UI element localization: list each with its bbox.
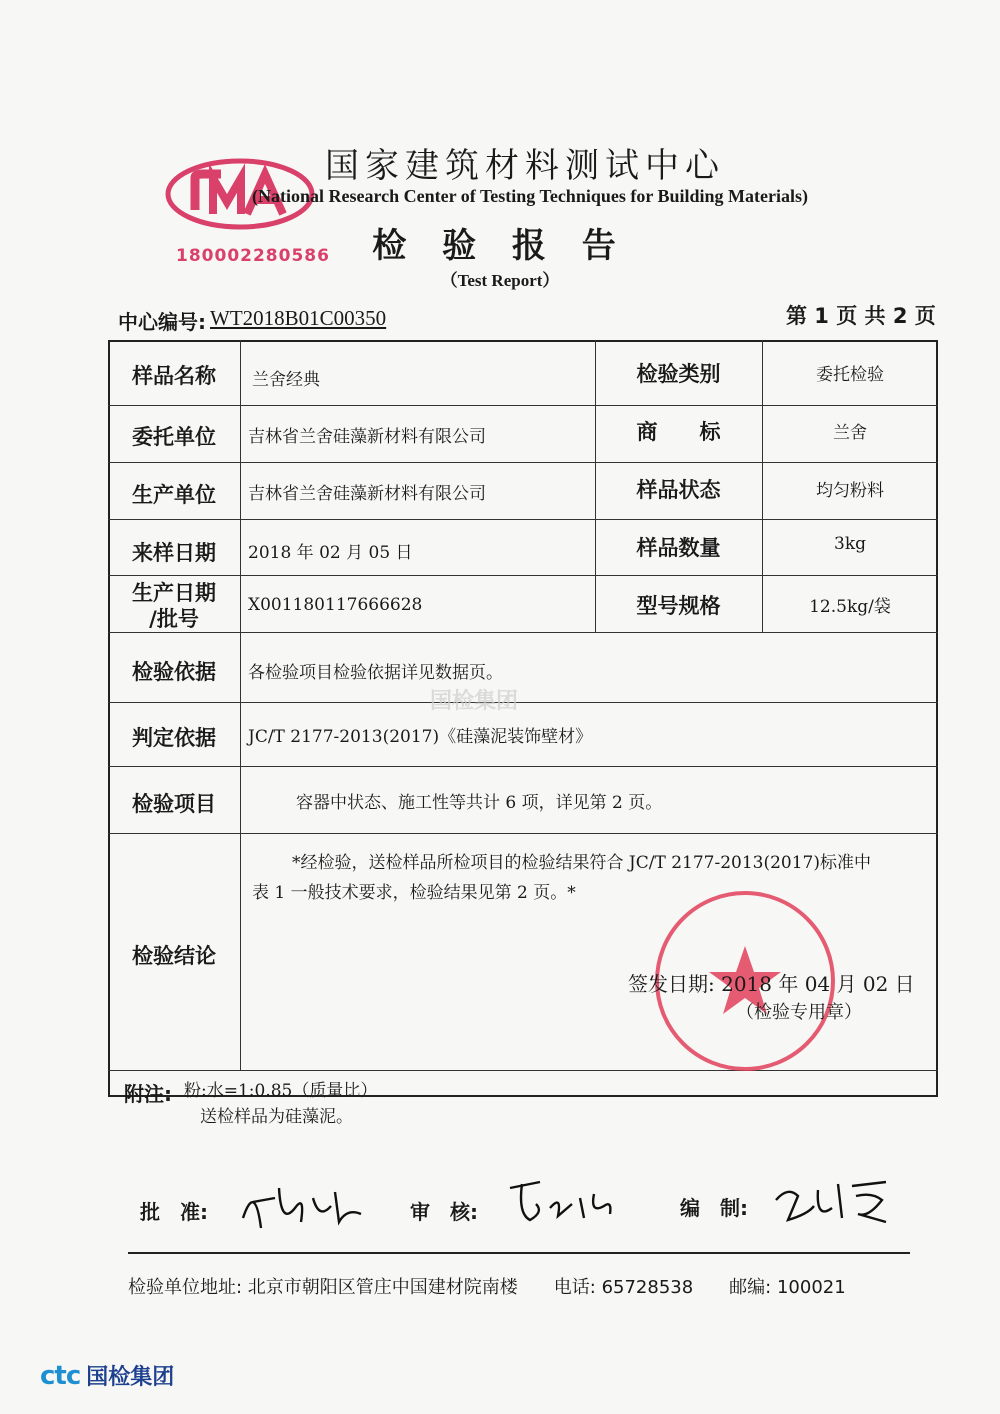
lab-address: 检验单位地址: 北京市朝阳区管庄中国建材院南楼 电话: 65728538 邮编: 100021: [128, 1277, 846, 1298]
row-divider: [108, 702, 938, 703]
client-label: 委托单位: [132, 425, 216, 449]
row-divider: [108, 462, 938, 463]
conclusion-label: 检验结论: [132, 944, 216, 968]
basis-value: 各检验项目检验依据详见数据页。: [248, 663, 503, 683]
inspection-type-label: 检验类别: [636, 362, 721, 386]
col-divider: [240, 340, 241, 1070]
ctc-logo-mark: ctc: [40, 1361, 81, 1391]
review-signature-icon: [500, 1174, 630, 1230]
producer-value: 吉林省兰舍硅藻新材料有限公司: [248, 484, 486, 504]
row-divider: [108, 519, 938, 520]
basis-label: 检验依据: [132, 660, 216, 684]
conclusion-line-1: *经检验，送检样品所检项目的检验结果符合 JC/T 2177-2013(2017)标准中: [292, 853, 871, 873]
page-info: 第 1 页 共 2 页: [786, 304, 936, 328]
model-label: 型号规格: [636, 594, 721, 618]
row-divider: [108, 766, 938, 767]
note-label: 附注:: [124, 1082, 172, 1106]
judgement-label: 判定依据: [132, 726, 216, 750]
model-value: 12.5kg/袋: [809, 597, 891, 617]
center-number-value: WT2018B01C00350: [210, 306, 387, 330]
report-title: 检 验 报 告: [372, 226, 628, 266]
review-label: 审 核:: [410, 1200, 478, 1224]
approve-signature-icon: [235, 1178, 375, 1234]
issue-date: 签发日期: 2018 年 04 月 02 日: [628, 972, 915, 996]
watermark: 国检集团: [430, 689, 519, 714]
row-divider: [108, 405, 938, 406]
ctc-logo-text: 国检集团: [86, 1365, 175, 1390]
items-value: 容器中状态、施工性等共计 6 项，详见第 2 页。: [296, 793, 663, 813]
row-divider: [108, 632, 938, 633]
trademark-label: 商 标: [636, 420, 721, 444]
note-text: [184, 1078, 377, 1130]
note-line-2: 送检样品为硅藻泥。: [200, 1107, 353, 1127]
client-value: 吉林省兰舍硅藻新材料有限公司: [248, 427, 486, 447]
center-name-cn: 国家建筑材料测试中心: [325, 146, 725, 186]
row-divider: [108, 833, 938, 834]
production-date-label-line1: 生产日期: [132, 581, 216, 605]
trademark-value: 兰舍: [833, 423, 867, 443]
sample-qty-value: 3kg: [834, 534, 866, 554]
sample-qty-label: 样品数量: [636, 536, 721, 560]
sample-state-value: 均匀粉料: [816, 481, 884, 501]
producer-label: 生产单位: [132, 483, 216, 507]
seal-note: （检验专用章）: [736, 1002, 862, 1023]
center-number: [118, 306, 387, 335]
report-title-en: （Test Report）: [440, 271, 560, 290]
row-divider: [108, 575, 938, 576]
note-line-1: 粉:水=1:0.85（质量比）: [184, 1081, 378, 1101]
production-date-label: [108, 580, 240, 632]
approve-label: 批 准:: [140, 1200, 208, 1224]
items-label: 检验项目: [132, 792, 216, 816]
footer-divider: [128, 1252, 910, 1254]
ctc-logo: [40, 1360, 174, 1391]
sample-state-label: 样品状态: [636, 478, 721, 502]
arrival-date-value: 2018 年 02 月 05 日: [248, 543, 413, 563]
compile-label: 编 制:: [680, 1196, 748, 1220]
production-date-label-line2: /批号: [149, 607, 199, 631]
cma-number: 180002280586: [176, 246, 330, 266]
center-number-label: 中心编号:: [118, 310, 206, 334]
inspection-type-value: 委托检验: [816, 365, 884, 385]
sample-name-value: 兰舍经典: [252, 370, 320, 390]
compile-signature-icon: [768, 1170, 898, 1230]
judgement-value: JC/T 2177-2013(2017)《硅藻泥装饰壁材》: [248, 727, 593, 747]
arrival-date-label: 来样日期: [132, 541, 216, 565]
sample-name-label: 样品名称: [132, 364, 216, 388]
production-date-value: X001180117666628: [248, 595, 423, 615]
center-name-en: (National Research Center of Testing Techniques for Building Materials): [251, 186, 809, 206]
conclusion-line-2: 表 1 一般技术要求，检验结果见第 2 页。*: [252, 883, 576, 903]
